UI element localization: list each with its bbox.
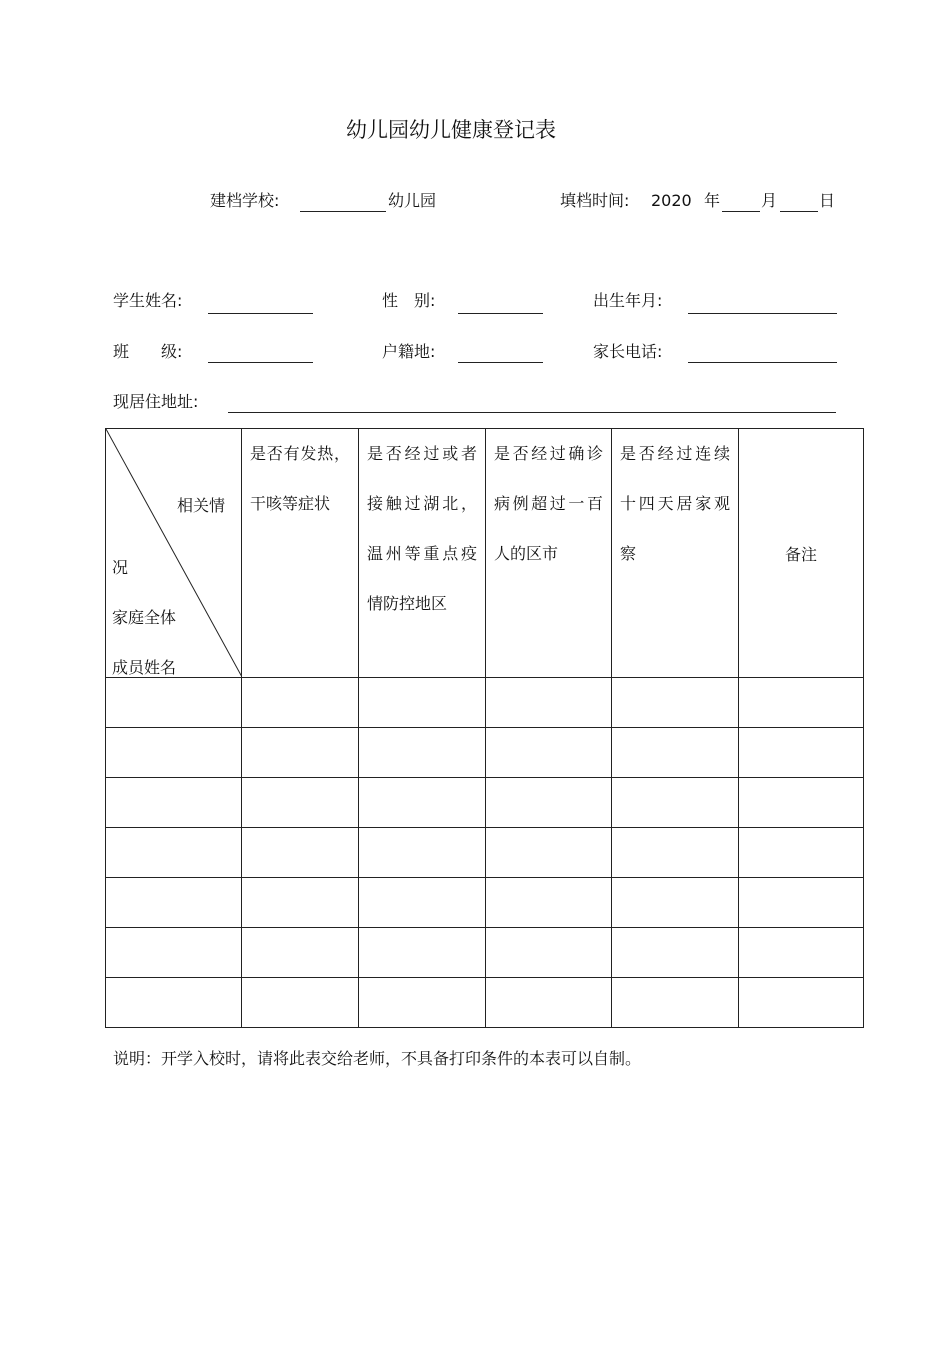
col-confirmed-label: 是否经过确诊病例超过一百人的区市 (494, 444, 603, 563)
table-cell[interactable] (359, 828, 486, 878)
table-cell[interactable] (359, 778, 486, 828)
diag-bottom-label (112, 543, 176, 693)
year-unit: 年 (704, 191, 721, 210)
address-blank[interactable] (228, 412, 836, 413)
date-label: 填档时间: (560, 191, 630, 210)
col-hubei (359, 429, 486, 678)
health-table (105, 428, 864, 1028)
table-cell[interactable] (486, 728, 612, 778)
gender-label: 性 别: (382, 291, 436, 310)
day-unit: 日 (819, 191, 836, 210)
class-label: 班 级: (113, 342, 183, 361)
table-cell[interactable] (486, 678, 612, 728)
table-cell[interactable] (242, 978, 359, 1028)
school-name-blank[interactable] (300, 211, 386, 212)
footnote: 说明：开学入校时，请将此表交给老师，不具备打印条件的本表可以自制。 (113, 1049, 642, 1068)
col-confirmed (486, 429, 612, 678)
table-cell[interactable] (106, 878, 242, 928)
address-label: 现居住地址: (113, 392, 199, 411)
table-cell[interactable] (739, 728, 864, 778)
col-hubei-label: 是否经过或者接触过湖北，温州等重点疫情防控地区 (367, 444, 477, 613)
table-cell[interactable] (739, 978, 864, 1028)
table-row (106, 728, 864, 778)
parent-phone-blank[interactable] (688, 362, 837, 363)
table-row (106, 778, 864, 828)
col-fever (242, 429, 359, 678)
table-cell[interactable] (242, 778, 359, 828)
table-cell[interactable] (106, 928, 242, 978)
table-header-row (106, 429, 864, 678)
table-cell[interactable] (106, 728, 242, 778)
diag-line-2: 家庭全体 (112, 608, 177, 627)
table-row (106, 928, 864, 978)
school-label: 建档学校: (210, 191, 280, 210)
table-cell[interactable] (739, 928, 864, 978)
table-row (106, 878, 864, 928)
table-cell[interactable] (739, 878, 864, 928)
diag-line-3: 成员姓名 (112, 658, 177, 677)
student-name-blank[interactable] (208, 313, 313, 314)
table-cell[interactable] (242, 928, 359, 978)
table-cell[interactable] (739, 778, 864, 828)
school-suffix: 幼儿园 (388, 191, 437, 210)
parent-phone-label: 家长电话: (593, 342, 663, 361)
table-cell[interactable] (612, 728, 739, 778)
page-title: 幼儿园幼儿健康登记表 (346, 118, 556, 142)
table-cell[interactable] (612, 778, 739, 828)
diag-line-1: 况 (112, 558, 129, 577)
table-cell[interactable] (242, 828, 359, 878)
table-cell[interactable] (612, 978, 739, 1028)
table-cell[interactable] (612, 928, 739, 978)
table-cell[interactable] (486, 828, 612, 878)
household-blank[interactable] (458, 362, 543, 363)
table-cell[interactable] (486, 978, 612, 1028)
col-quarantine (612, 429, 739, 678)
table-cell[interactable] (359, 978, 486, 1028)
table-cell[interactable] (242, 878, 359, 928)
col-fever-label: 是否有发热，干咳等症状 (250, 444, 350, 513)
diagonal-header-cell (106, 429, 242, 678)
table-row (106, 978, 864, 1028)
table-cell[interactable] (106, 778, 242, 828)
diag-top-label: 相关情 (176, 496, 225, 515)
month-unit: 月 (761, 191, 778, 210)
student-name-label: 学生姓名: (113, 291, 183, 310)
table-cell[interactable] (106, 828, 242, 878)
gender-blank[interactable] (458, 313, 543, 314)
table-cell[interactable] (359, 728, 486, 778)
col-remark (739, 429, 864, 678)
table-cell[interactable] (359, 878, 486, 928)
table-cell[interactable] (612, 828, 739, 878)
table-row (106, 828, 864, 878)
table-cell[interactable] (739, 828, 864, 878)
day-blank[interactable] (780, 211, 818, 212)
table-row (106, 678, 864, 728)
birth-blank[interactable] (688, 313, 837, 314)
table-cell[interactable] (612, 878, 739, 928)
col-remark-label: 备注 (784, 544, 817, 564)
table-cell[interactable] (486, 778, 612, 828)
col-quarantine-label: 是否经过连续十四天居家观察 (620, 444, 730, 563)
year-value: 2020 (651, 191, 692, 210)
table-cell[interactable] (106, 978, 242, 1028)
class-blank[interactable] (208, 362, 313, 363)
table-cell[interactable] (359, 928, 486, 978)
table-cell[interactable] (242, 678, 359, 728)
table-cell[interactable] (739, 678, 864, 728)
month-blank[interactable] (722, 211, 760, 212)
table-cell[interactable] (612, 678, 739, 728)
table-cell[interactable] (486, 928, 612, 978)
birth-label: 出生年月: (593, 291, 663, 310)
table-cell[interactable] (486, 878, 612, 928)
household-label: 户籍地: (382, 342, 436, 361)
table-cell[interactable] (359, 678, 486, 728)
table-cell[interactable] (242, 728, 359, 778)
